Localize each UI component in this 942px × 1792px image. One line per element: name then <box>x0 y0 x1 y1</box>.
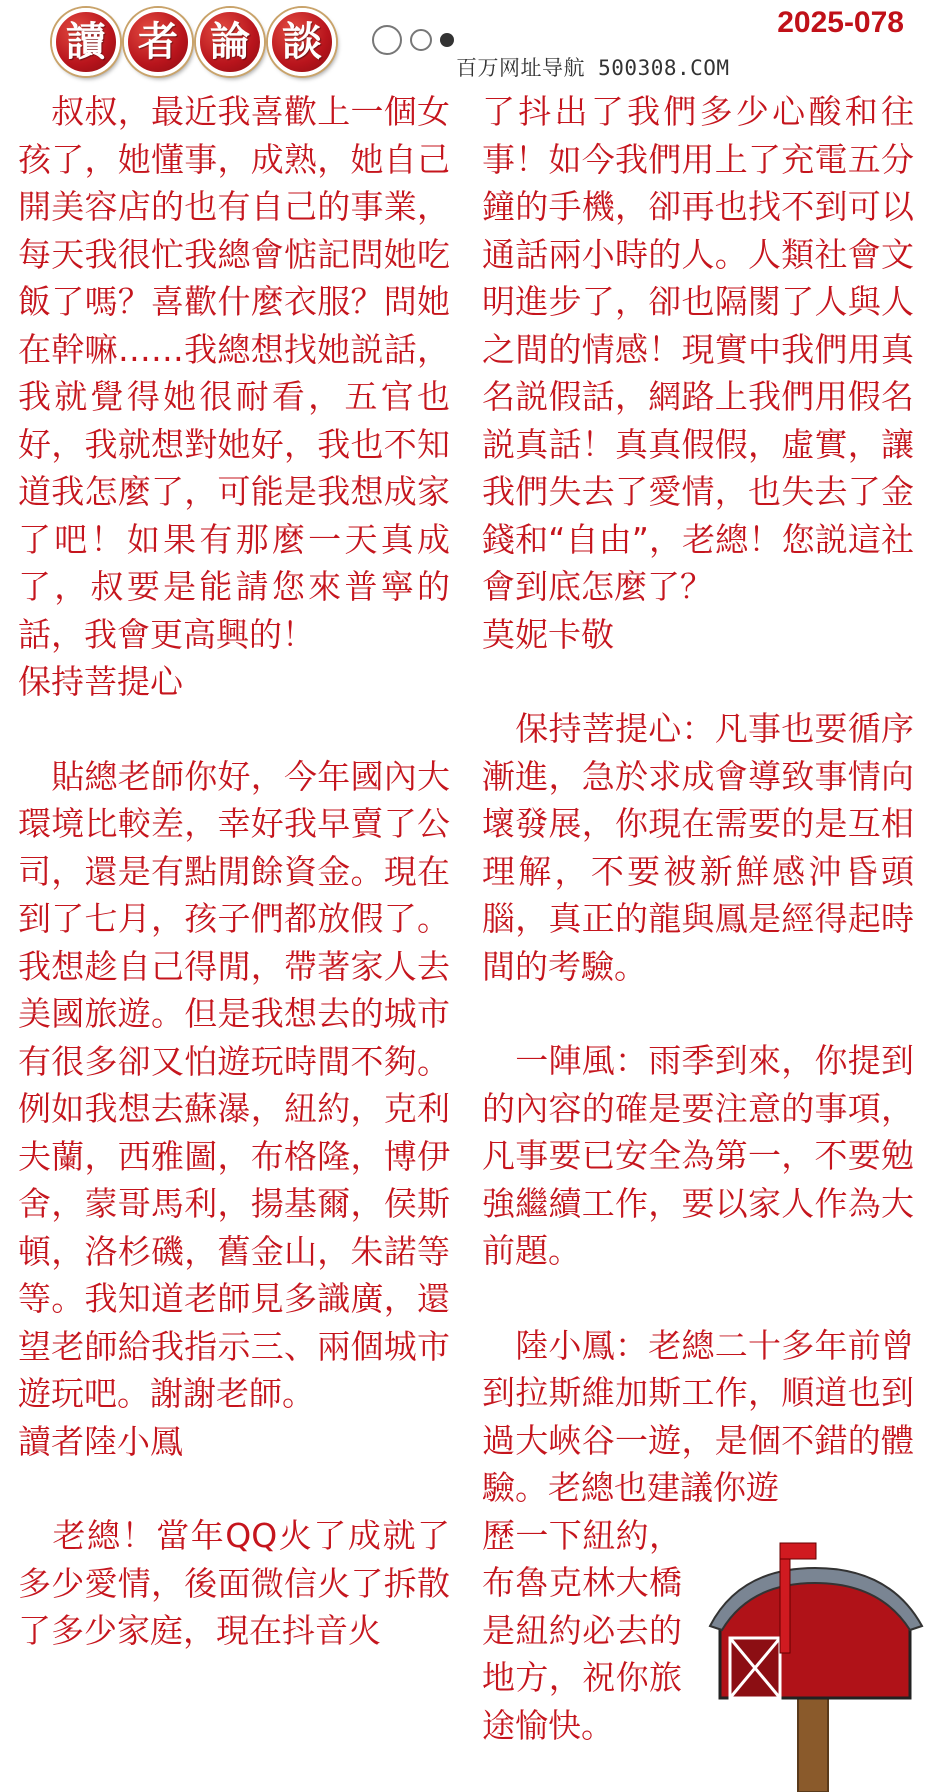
right-column <box>482 88 914 1749</box>
left-column <box>18 88 450 1655</box>
letter-text: 老總！當年QQ火了成就了多少愛情，後面微信火了拆散了多少家庭，現在抖音火 <box>18 1516 450 1650</box>
letter-signature: 莫妮卡敬 <box>482 614 614 654</box>
letter-text: 了抖出了我們多少心酸和往事！如今我們用上了充電五分鐘的手機，卻再也找不到可以通話兩小時的人。人類社會文明進步了，卻也隔閡了人與人之間的情感！現實中我們用真名説假話，網路上我們用假名説真話！真真假假，虛實，讓我們失去了愛情，也失去了金錢和“自由”，老總！您説這社會到底怎麼了？ <box>482 92 914 606</box>
circle-icon <box>410 29 432 51</box>
letter-signature: 保持菩提心 <box>18 662 183 701</box>
mailbox-icon <box>700 1538 930 1792</box>
title-char: 者 <box>124 8 192 76</box>
title-char: 談 <box>268 8 336 76</box>
reply-text: 一陣風：雨季到來，你提到的內容的確是要注意的事項，凡事要已安全為第一，不要勉強繼續工作，要以家人作為大前題。 <box>482 1041 914 1270</box>
decorative-dots <box>372 25 462 55</box>
reply-text: 陸小鳳：老總二十多年前曾到拉斯維加斯工作，順道也到過大峽谷一遊，是個不錯的體驗。老總也建議你遊 <box>482 1325 914 1507</box>
letter-text: 貼總老師你好，今年國內大環境比較差，幸好我早賣了公司，還是有點閒餘資金。現在到了七月，孩子們都放假了。我想趁自己得閒，帶著家人去美國旅遊。但是我想去的城市有很多卻又怕遊玩時間不夠。例如我想去蘇瀑，紐約，克利夫蘭，西雅圖，布格隆，博伊舍，蒙哥馬利，揚基爾，侯斯頓，洛杉磯，舊金山，朱諾等等。我知道老師見多識廣，還望老師給我指示三、兩個城市遊玩吧。謝謝老師。 <box>18 756 450 1413</box>
nav-watermark: 百万网址导航 500308.COM <box>456 56 730 80</box>
reply-text: 歷一下紐約，布魯克林大橋是紐約必去的地方，祝你旅途愉快。 <box>482 1515 682 1745</box>
letter-signature: 讀者陸小鳳 <box>18 1421 183 1461</box>
circle-icon <box>372 25 402 55</box>
title-char: 讀 <box>52 8 120 76</box>
letter-text: 叔叔，最近我喜歡上一個女孩了，她懂事，成熟，她自己開美容店的也有自己的事業，每天我很忙我總會惦記問她吃飯了嗎？喜歡什麼衣服？問她在幹嘛……我總想找她説話，我就覺得她很耐看，五官也好，我就想對她好，我也不知道我怎麼了，可能是我想成家了吧！如果有那麼一天真成了，叔要是能請您來普寧的話，我會更高興的！ <box>18 92 450 654</box>
circle-icon <box>440 33 454 47</box>
reply-text: 保持菩提心：凡事也要循序漸進，急於求成會導致事情向壞發展，你現在需要的是互相理解，不要被新鮮感沖昏頭腦，真正的龍與鳳是經得起時間的考驗。 <box>482 709 914 986</box>
issue-number: 2025-078 <box>777 6 904 39</box>
header <box>0 0 942 80</box>
title-char: 論 <box>196 8 264 76</box>
column-title <box>52 8 340 76</box>
